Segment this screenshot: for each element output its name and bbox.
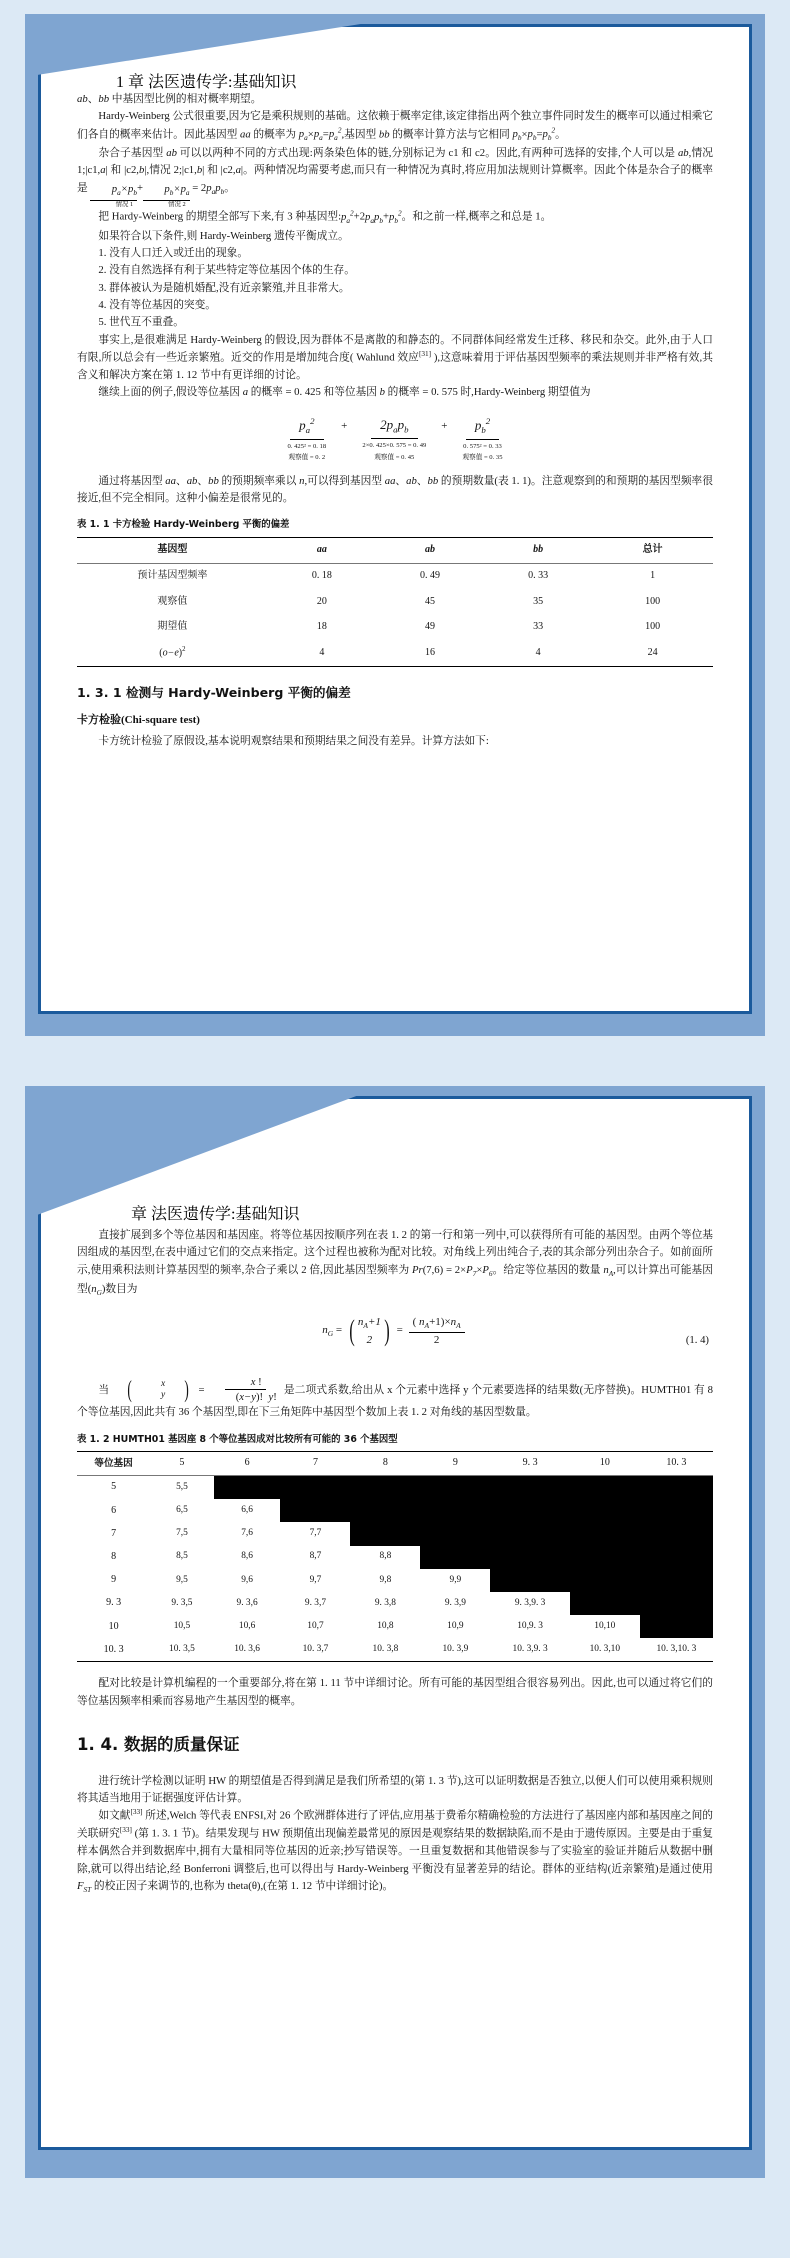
text-run: 的概率为 (250, 128, 299, 141)
citation-ref-33b: [33] (119, 1826, 132, 1835)
list-item: 3. 群体被认为是随机婚配,没有近亲繁殖,并且非常大。 (98, 281, 350, 294)
text-run: Hardy-Weinberg 公式很重要,因为它是乘积规则的基础。这依赖于概率定律,该定律指出两个独立事件同时发生的概率可以通过相乘它们各自的概率来估计。因此基因型 (77, 110, 713, 141)
table-row (77, 563, 713, 589)
hw-conditions-list (77, 245, 713, 332)
cell: 10. 3,7 (302, 1644, 329, 1655)
text-run: 可以以两种不同的方式出现:两条染色体的链,分别标记为 c1 和 c2。因此,有两种可选择的安排,个人可以是 (176, 147, 678, 160)
text-run: 。和之前一样,概率之和总是 1。 (401, 210, 552, 223)
text-run: 的概率 = 0. 425 和等位基因 (248, 386, 380, 399)
list-item: 4. 没有等位基因的突变。 (98, 298, 216, 311)
hw-symbol: $p_a^2$ (290, 414, 323, 439)
cell: 6,5 (176, 1505, 188, 1516)
text-run: 事实上,是很难满足 Hardy-Weinberg 的假设,因为群体不是离散的和静态的。不同群体间经常发生迁移、移民和杂交。此外,由于人口有限,所以总会有一些近亲繁殖。近交的作用是增加纯合度( Wahlund 效应 (77, 333, 713, 364)
hw-calc: 0. 425² = 0. 18 (287, 442, 327, 450)
hw-calc: 0. 575² = 0. 33 (463, 442, 502, 450)
row-label: 10. 3 (103, 1643, 124, 1655)
cell: 10. 3,8 (372, 1644, 399, 1655)
genotype-aa: aa (240, 128, 251, 141)
row-label: 观察值 (157, 595, 188, 607)
paragraph-enfsi-study: 如文献[33] 所述,Welch 等代表 ENFSI,对 26 个欧洲群体进行了评估,应用基于费希尔精确检验的方法进行了基因座内部和基因座之间的关联研究[33] (第 1. 3. 1 节)。结果发现与 HW 预期值出现偏差最常见的原因是观察结果的数据缺陷,而不是由于遗传原因。主要是由于重复样本偶然合并到数据库中,拥有大量相同等位基因的近亲;抄写错误等。一旦重复数据和其他错误参与了实验室的验证并随后从数据中删除,就可以得出结论,经 Bonferroni 调整后,也可以得出与 Hardy-Weinberg 平衡没有显著差异的结论。群体的亚结构(近亲繁殖)是通过使用 $F_{ST}$ 的校正因子来调节的,也称为 theta(θ),(在第 1. 12 节中详细讨论)。 (77, 1808, 713, 1895)
col-header-total: 总计 (642, 544, 663, 556)
hw-observed: 观察值 = 0. 2 (288, 454, 326, 462)
text-run: 所述,Welch 等代表 ENFSI,对 26 个欧洲群体进行了评估,应用基于费希尔精确检验的方法进行了基因座内部和基因座之间的关联研究 (77, 1810, 713, 1840)
text-run: 把 Hardy-Weinberg 的期望全部写下来,有 3 种基因型: (98, 210, 342, 223)
blocked-cells (420, 1546, 713, 1569)
paragraph-intro: ab、bb 中基因型比例的相对概率期望。 (77, 93, 262, 105)
list-item: 5. 世代互不重叠。 (98, 316, 184, 329)
cell: 10. 3,10 (589, 1644, 621, 1655)
text-run: 的概率计算方法与它相同 (389, 128, 513, 141)
page-sheet-2 (38, 1096, 752, 2150)
running-head-page1: 1 章 法医遗传学:基础知识 (116, 74, 297, 91)
blocked-cells (214, 1475, 713, 1499)
case1-label: 情况 1 (115, 200, 134, 208)
cell: 10,9. 3 (517, 1621, 543, 1632)
cell: 9,6 (241, 1574, 253, 1585)
cell: 7,7 (309, 1528, 322, 1539)
blocked-cells (280, 1499, 713, 1522)
text-run: | 和 |c2, (105, 164, 139, 177)
hw-term-bb (463, 414, 503, 462)
citation-ref-31: [31] (418, 349, 432, 358)
page-card-1 (25, 14, 765, 1036)
cell: 45 (424, 595, 435, 607)
col-header-7: 7 (312, 1457, 318, 1469)
cell: 35 (533, 595, 544, 607)
row-label: 8 (111, 1551, 117, 1562)
cell: 4 (319, 646, 325, 658)
cell: 10,5 (173, 1621, 191, 1632)
hw-term-ab (362, 414, 426, 462)
paragraph-qa-intro: 进行统计学检测以证明 HW 的期望值是否得到满足是我们所希望的(第 1. 3 节),这可以证明数据是否独立,以便人们可以使用乘积规则将其适当地用于证据强度评估计算。 (77, 1774, 713, 1805)
text-run: 当 (98, 1383, 110, 1396)
col-header-ab: ab (424, 544, 435, 556)
cell: 7,5 (176, 1528, 188, 1539)
table-row (77, 1615, 713, 1638)
hw-calc: 2×0. 425×0. 575 = 0. 49 (362, 442, 427, 450)
paragraph-hw-formula-importance: Hardy-Weinberg 公式很重要,因为它是乘积规则的基础。这依赖于概率定律,该定律指出两个独立事件同时发生的概率可以通过相乘它们各自的概率来估计。因此基因型 aa 的概率为 $p_a\times p_a=p_a^2$,基因型 bb 的概率计算方法与它相同 $p_b\times p_b=p_b^2$。 (77, 110, 713, 143)
cell: 24 (647, 646, 658, 658)
text-run: 杂合子基因型 (98, 147, 167, 160)
row-label: 6 (111, 1504, 117, 1516)
cell: 10,10 (594, 1621, 616, 1632)
paragraph-expected-counts: 通过将基因型 aa、ab、bb 的预期频率乘以 n,可以得到基因型 aa、ab、bb 的预期数量(表 1. 1)。注意观察到的和预期的基因型频率很接近,但不完全相同。这种小偏差是很常见的。 (77, 474, 713, 505)
hw-symbol: $2p_ap_b$ (371, 414, 417, 439)
allele-a: a (242, 386, 249, 399)
cell: 7,6 (241, 1528, 253, 1539)
table-row (77, 1569, 713, 1592)
paragraph-chi-square-intro: 卡方统计检验了原假设,基本说明观察结果和预期结果之间没有差异。计算方法如下: (98, 735, 489, 748)
cell: 9,7 (309, 1574, 322, 1585)
cell: 9. 3,5 (171, 1597, 193, 1608)
cell: 100 (645, 620, 661, 632)
section-heading-1-4: 1. 4. 数据的质量保证 (77, 1735, 240, 1755)
fraction: $\frac{( n_A+1)\times n_A}{2}$ (409, 1316, 465, 1347)
cell: 33 (533, 620, 544, 632)
running-head-page2: 章 法医遗传学:基础知识 (131, 1206, 300, 1223)
row-label: 9 (111, 1574, 117, 1586)
table-1-1-caption: 表 1. 1 卡方检验 Hardy-Weinberg 平衡的偏差 (77, 519, 290, 531)
cell: 10. 3,9 (442, 1644, 469, 1655)
table-1-2-caption: 表 1. 2 HUMTH01 基因座 8 个等位基因成对比较所有可能的 36 个基因型 (77, 1433, 398, 1445)
text-run: 的概率 = 0. 575 时,Hardy-Weinberg 期望值为 (384, 386, 591, 399)
hw-observed: 观察值 = 0. 45 (374, 453, 415, 461)
text-run: ),这意味着用于评估基因型频率的乘法规则并非严格有效,其含义和解决方案在第 1. 12 节中有更详细的讨论。 (77, 351, 713, 381)
citation-ref-33a: [33] (130, 1808, 143, 1817)
table-header-row (77, 1451, 713, 1475)
table-row (77, 639, 713, 666)
row-label: 期望值 (157, 620, 188, 632)
cell: 9. 3,9 (444, 1597, 466, 1608)
table-row (77, 1522, 713, 1545)
text-run: (第 1. 3. 1 节)。结果发现与 HW 预期值出现偏差最常见的原因是观察结果的数据缺陷,而不是由于遗传原因。主要是由于重复样本偶然合并到数据库中,拥有大量相同等位基因的近亲;抄写错误等。一旦重复数据和其他错误参与了实验室的验证并随后从数据中删除,就可以得出结论,经 Bonferroni 调整后,也可以得出与 Hardy-Weinberg 平衡没有显著差异的结论。群体的亚结构(近亲繁殖)是通过使用 (77, 1827, 713, 1875)
row-label: 预计基因型频率 (137, 570, 208, 582)
allele-b: b (379, 386, 385, 399)
row-label: 10 (108, 1620, 119, 1632)
col-header-10: 10 (599, 1457, 610, 1469)
cell: 4 (535, 646, 541, 658)
table-header-row (77, 537, 713, 563)
cell: 8,5 (176, 1551, 188, 1562)
table-row (77, 1638, 713, 1662)
page1-body (77, 91, 713, 750)
paragraph-assumptions-reality (77, 332, 713, 385)
list-item: 2. 没有自然选择有利于某些特定等位基因个体的生存。 (98, 264, 355, 277)
equation-number: (1. 4) (685, 1333, 709, 1346)
table-row (77, 1499, 713, 1522)
cell: 10. 3,6 (234, 1644, 260, 1655)
cell: 10,6 (238, 1621, 256, 1632)
cell: 8,6 (241, 1551, 253, 1562)
cell: 10. 3,5 (169, 1644, 195, 1655)
blocked-cells (570, 1592, 713, 1615)
blocked-cells (490, 1569, 713, 1592)
text-run: ,可以计算出可能基因型( (77, 1263, 713, 1295)
cell: 0. 18 (311, 570, 332, 582)
genotype-bb: bb (378, 128, 390, 141)
paragraph-multi-allele: 直接扩展到多个等位基因和基因座。将等位基因按顺序列在表 1. 2 的第一行和第一列中,可以获得所有可能的基因型。由两个等位基因组成的基因型,在表中通过它们的交点来指定。这个过程也被称为配对比较。对角线上列出纯合子,表的其余部分列出杂合子。如前面所示,使用乘积法则计算基因型的频率,杂合子乘以 2 倍,因此基因型频率为 $Pr(7,6) = 2\times P_7\times P_6$。给定等位基因的数量 $n_A$,可以计算出可能基因型$(n_G)$数目为 (77, 1229, 713, 1297)
underbrace-case2: $p_b\times p_a$ 情况 2 (143, 181, 190, 208)
text-run: | 和 |c2, (202, 164, 236, 177)
cell: 10. 3,10. 3 (656, 1644, 697, 1655)
cell: 10,8 (377, 1621, 394, 1632)
genotype-ab: ab (166, 147, 177, 160)
cell: 0. 49 (419, 570, 440, 582)
row-label: 9. 3 (106, 1597, 122, 1609)
blocked-cells (640, 1615, 713, 1638)
paragraph-binomial-explain: 当 ( x y ) = $\frac{x !}{(x-y)! y!}$ 是二项式系数,给出从 x 个元素中选择 y 个元素要选择的结果数(无序替换)。HUMTH01 有 8 个等位基因,因此共有 36 个基因型,即在下三角矩阵中基因型个数加上表 1. 2 对角线的基因型数量。 (77, 1375, 713, 1419)
cell: 5,5 (176, 1481, 188, 1492)
cell: 0. 33 (528, 570, 549, 582)
text-run: 继续上面的例子,假设等位基因 (98, 386, 243, 399)
section-heading-1-3-1: 1. 3. 1 检测与 Hardy-Weinberg 平衡的偏差 (77, 684, 351, 700)
equation-1-4-body: $n_G$ = ( $n_A+1$ 2 ) = $\frac{( n_A+1)\times n_A}{2}$ (77, 1316, 713, 1347)
inline-fraction: $\frac{x !}{(x-y)! y!}$ (210, 1376, 280, 1405)
table-1-2 (77, 1451, 713, 1663)
cell: 9. 3,8 (374, 1597, 396, 1608)
row-label: 5 (111, 1481, 117, 1493)
text-run: )数目为 (101, 1282, 138, 1295)
hw-operator: + (341, 420, 348, 433)
col-header-bb: bb (533, 544, 544, 556)
subheading-chi-square: 卡方检验(Chi-square test) (77, 714, 200, 727)
table-row (77, 1592, 713, 1615)
row-label: 7 (111, 1527, 117, 1539)
col-header-allele: 等位基因 (94, 1457, 133, 1469)
hw-term-aa (288, 414, 327, 462)
cell: 100 (645, 595, 661, 607)
case2-label: 情况 2 (168, 200, 186, 208)
cell: 6,6 (241, 1505, 253, 1516)
col-header-genotype: 基因型 (157, 544, 188, 556)
table-row (77, 1475, 713, 1499)
equation-1-4 (77, 1316, 713, 1366)
text-run: ,基因型 (341, 128, 379, 141)
page2-body (77, 1227, 713, 1897)
text-run: 。 (224, 181, 235, 194)
table-1-2-body (77, 1475, 713, 1662)
text-run: 如文献 (98, 1810, 131, 1823)
text-run: ,情况 1;|c1, (77, 147, 713, 177)
cell: 9. 3,9. 3 (514, 1597, 546, 1608)
binomial-coefficient: ( $n_A+1$ 2 ) (349, 1314, 390, 1348)
table-1-1 (77, 537, 713, 667)
paragraph-conditions-intro: 如果符合以下条件,则 Hardy-Weinberg 遗传平衡成立。 (98, 229, 349, 242)
row-label: $(o-e)^2$ (159, 645, 186, 659)
inline-binomial: ( x y ) (127, 1376, 190, 1403)
hw-expansion-formula (77, 414, 713, 462)
col-header-9-3: 9. 3 (522, 1457, 538, 1469)
cell: 8,8 (379, 1551, 392, 1562)
cell: 10,7 (307, 1621, 324, 1632)
col-header-5: 5 (179, 1457, 185, 1469)
col-header-6: 6 (244, 1457, 250, 1469)
cell: 18 (316, 620, 327, 632)
cell: 10,9 (447, 1621, 464, 1632)
list-item: 1. 没有人口迁入或迁出的现象。 (98, 246, 249, 259)
table-row (77, 614, 713, 639)
text-run: 是二项式系数,给出从 x 个元素中选择 y 个元素要选择的结果数(无序替换)。HUMTH01 有 8 个等位基因,因此共有 36 个基因型,即在下三角矩阵中基因型个数加上表 1. 2 对角线的基因型数量。 (77, 1383, 713, 1419)
cell: 9,9 (449, 1574, 462, 1585)
text-run: 直接扩展到多个等位基因和基因座。将等位基因按顺序列在表 1. 2 的第一行和第一列中,可以获得所有可能的基因型。由两个等位基因组成的基因型,在表中通过它们的交点来指定。这个过程也被称为配对比较。对角线上列出纯合子,表的其余部分列出杂合子。如前面所示,使用乘积法则计算基因型的频率,杂合子乘以 2 倍,因此基因型频率为 (77, 1229, 713, 1276)
text-run: |。两种情况均需要考虑,而只有一种情况为真时,将应用加法规则计算概率。因此个体是杂合子的概率是 (77, 164, 713, 194)
hw-symbol: $p_b^2$ (466, 414, 499, 439)
cell: 49 (424, 620, 435, 632)
hw-operator: + (441, 420, 448, 433)
blocked-cells (350, 1522, 713, 1545)
hw-observed: 观察值 = 0. 35 (462, 454, 503, 462)
text-run: 。给定等位基因的数量 (492, 1263, 604, 1276)
col-header-10-3: 10. 3 (666, 1457, 687, 1469)
cell: 9. 3,6 (236, 1597, 258, 1608)
cell: 1 (650, 570, 656, 582)
underbrace-case1: $p_a\times p_b$ 情况 1 (90, 181, 137, 208)
text-run: |,情况 2;|c1, (144, 164, 197, 177)
table-row (77, 1546, 713, 1569)
col-header-9: 9 (452, 1457, 458, 1469)
paragraph-pairwise-comparison: 配对比较是计算机编程的一个重要部分,将在第 1. 11 节中详细讨论。所有可能的基因型组合很容易列出。因此,也可以通过将它们的等位基因频率相乘而容易地产生基因型的概率。 (77, 1677, 713, 1707)
paragraph-example-continue (77, 384, 713, 401)
cell: 10. 3,9. 3 (512, 1644, 548, 1655)
page-sheet-1 (38, 24, 752, 1014)
cell: 8,7 (309, 1551, 322, 1562)
text-run: 的校正因子来调节的,也称为 theta(θ),(在第 1. 12 节中详细讨论)。 (91, 1879, 394, 1892)
cell: 9,5 (176, 1574, 188, 1585)
cell: 9. 3,7 (304, 1597, 326, 1608)
table-row (77, 589, 713, 614)
cell: 16 (424, 646, 435, 658)
cell: 20 (316, 595, 327, 607)
cell: 9,8 (379, 1574, 392, 1585)
col-header-aa: aa (316, 544, 327, 556)
paragraph-three-genotypes: 把 Hardy-Weinberg 的期望全部写下来,有 3 种基因型$:p_a^2+2p_ap_b+p_b^2$。和之前一样,概率之和总是 1。 (98, 209, 552, 225)
page-card-2 (25, 1086, 765, 2178)
col-header-8: 8 (382, 1457, 388, 1469)
paragraph-heterozygote: 杂合子基因型 ab 可以以两种不同的方式出现:两条染色体的链,分别标记为 c1 和 c2。因此,有两种可选择的安排,个人可以是 ab,情况 1;|c1,a| 和 |c2,b|,情况 2;|c1,b| 和 |c2,a|。两种情况均需要考虑,而只有一种情况为真时,将应用加法规则计算概率。因此个体是杂合子的概率是 $p_a\times p_b$ 情况 1 + $p_b\times p_a$ 情况 2 = $2p_ap_b$。 (77, 147, 713, 208)
